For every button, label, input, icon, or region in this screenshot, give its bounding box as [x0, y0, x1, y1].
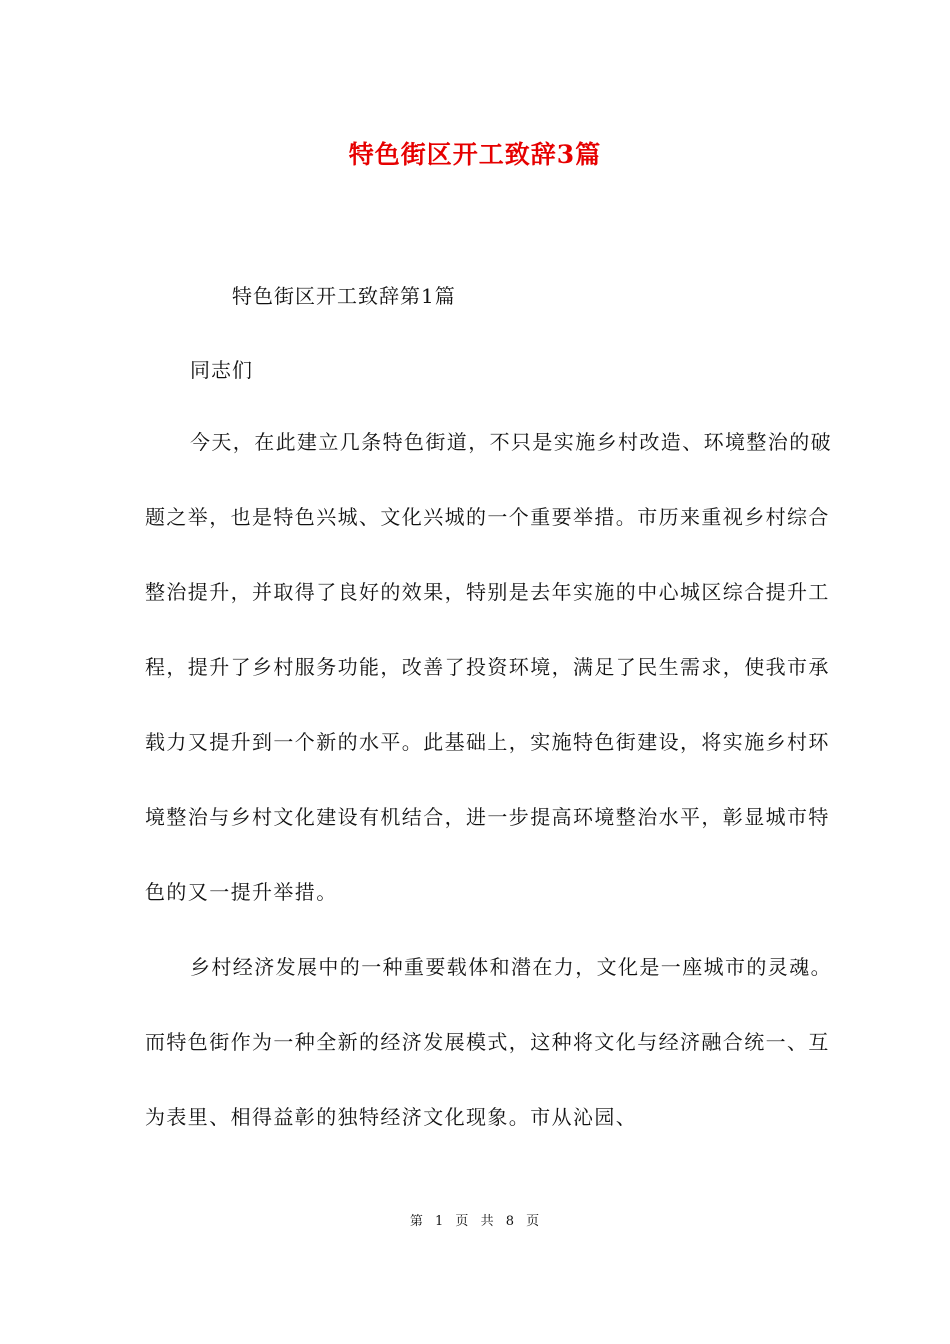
footer-page-unit: 页: [455, 1214, 470, 1229]
document-title: 特色街区开工致辞3篇: [348, 140, 602, 169]
section-heading: 特色街区开工致辞第1篇: [232, 284, 456, 308]
body-paragraph: 今天，在此建立几条特色街道，不只是实施乡村改造、环境整治的破题之举，也是特色兴城、文化兴城的一个重要举措。市历来重视乡村综合整治提升，并取得了良好的效果，特别是去年实施的中心城区综合提升工程，提升了乡村服务功能，改善了投资环境，满足了民生需求，使我市承载力又提升到一个新的水平。此基础上，实施特色街建设，将实施乡村环境整治与乡村文化建设有机结合，进一步提高环境整治水平，彰显城市特色的又一提升举措。: [145, 430, 832, 904]
body-paragraph: 乡村经济发展中的一种重要载体和潜在力，文化是一座城市的灵魂。而特色街作为一种全新的经济发展模式，这种将文化与经济融合统一、互为表里、相得益彰的独特经济文化现象。市从沁园、: [145, 955, 832, 1129]
salutation: 同志们: [190, 358, 253, 382]
footer-total-pages: 8: [505, 1214, 515, 1229]
footer-page-label: 第: [409, 1214, 424, 1229]
page-footer: [0, 1210, 950, 1229]
footer-total-unit: 页: [526, 1214, 541, 1229]
footer-current-page: 1: [434, 1214, 445, 1229]
footer-total-label: 共: [480, 1214, 495, 1229]
